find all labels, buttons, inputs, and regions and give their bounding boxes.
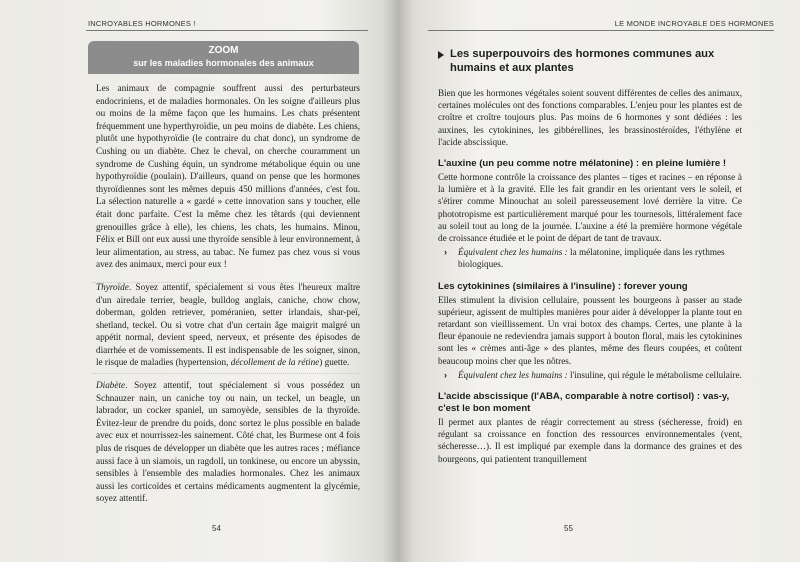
left-page-number: 54 [212, 524, 221, 533]
right-header-rule [428, 30, 774, 31]
separator-dotted-line [92, 373, 360, 374]
zoom-subtitle: sur les maladies hormonales des animaux [133, 58, 314, 68]
auxine-equivalent-item [438, 246, 742, 270]
zoom-title: ZOOM [208, 45, 239, 56]
auxine-equivalent-label: Équivalent chez les humains : [458, 247, 568, 258]
cytokinines-equivalent-label: Équivalent chez les humains : [458, 369, 568, 380]
thyroid-text-2: ) guette. [319, 357, 350, 368]
triangle-right-icon [438, 51, 444, 59]
aba-heading: L'acide abscissique (l'ABA, comparable à notre cortisol) : vas-y, c'est le bon moment [438, 391, 730, 415]
thyroid-paragraph [96, 281, 360, 369]
thyroid-italic: décollement de la rétine [230, 357, 320, 368]
aba-paragraph: Il permet aux plantes de réagir correctement au stress (sécheresse, froid) en régulant sa croissance en fonction des ressources environnementales (vent, sécheresse…). Il est impliqué par exemple dans la dormance des graines et des bourgeons, qui patientent tranquillement [438, 417, 742, 464]
right-page [398, 0, 800, 562]
section-title [438, 48, 742, 75]
zoom-body [96, 82, 360, 515]
chevron-right-icon: › [444, 247, 447, 258]
auxine-equivalent-text: la mélatonine, impliquée dans les rythmes biologiques. [458, 247, 725, 270]
left-page [0, 0, 398, 562]
diabetes-text: . Soyez attentif, tout spécialement si vous possédez un Schnauzer nain, un caniche toy ou nain, un teckel, un beagle, un labrador, un cocker spaniel, un samoyède, sensibles de la thyroïde. Évitez-leur de prendre du poids, donc sortez le plus possible en balade avec eux et nourrissez-les sainement. Côté chat, les Burmese ont 4 fois plus de risques de développer un diabète que les autres races ; méfiance aussi face à un siamois, un ragdoll, un tonkinese, ou encore un abyssin, sensibles à l'ensemble des maladies hormonales. Chez les animaux aussi les corticoïdes et certains médicaments augmentent la glycémie, soyez attentif. [96, 380, 360, 504]
right-running-head: LE MONDE INCROYABLE DES HORMONES [614, 19, 774, 28]
left-header-rule [86, 30, 368, 31]
zoom-header-box [88, 41, 359, 74]
diabetes-paragraph [96, 379, 360, 505]
thyroid-label: Thyroïde [96, 281, 129, 292]
diabetes-label: Diabète [96, 380, 126, 391]
cytokinines-equivalent-item [438, 369, 742, 381]
cytokinines-heading: Les cytokinines (similaires à l'insuline) : forever young [438, 280, 688, 292]
cytokinines-paragraph: Elles stimulent la division cellulaire, poussent les bourgeons à passer au stade supérieur, agissent de multiples manières pour aider à développer la plante tout en retardant son vieillissement. Un vrai botox des champs. Certes, une plante à la fleur épanouie ne redeviendra jamais support à bouton floral, mais les cytokinines sont les « crèmes anti-âge » des plantes, même des fleurs coupées, et coûtent beaucoup moins cher que les nôtres. [438, 294, 742, 366]
cytokinines-equivalent-text: l'insuline, qui régule le métabolisme cellulaire. [567, 369, 742, 380]
section-title-text: Les superpouvoirs des hormones communes aux humains et aux plantes [450, 48, 715, 74]
auxine-heading: L'auxine (un peu comme notre mélatonine) : en pleine lumière ! [438, 158, 727, 170]
chevron-right-icon: › [444, 369, 447, 380]
right-content [438, 48, 742, 465]
zoom-intro-paragraph: Les animaux de compagnie souffrent aussi des perturbateurs endocriniens, et de maladies hormonales. On les soigne d'ailleurs plus ou moins de la même façon que les humains. Les chats présentent fréquemment une hyperthyroïdie, un peu moins de diabète. Les chiens, plutôt une hypothyroïdie (le contraire du chat donc), un syndrome de Cushing ou un diabète. Chez le cheval, on cherche couramment un syndrome de Cushing équin, un syndrome métabolique équin ou une hypothyroïdie (poulain). D'ailleurs, quand on pense que les hormones thyroïdiennes sont les mêmes depuis 450 millions d'années, c'est fou. La sélection naturelle a « gardé » cette innovation sans y toucher, elle était donc parfaite. C'est la même chez les têtards (qui deviennent grenouilles grâce à elle), les chiens, les chats, les humains. Minou, Félix et Bill ont eux aussi une thyroïde sensible à leur environnement, à leur alimentation, au stress, au tabac. Ne fumez pas chez vous si vous avez des animaux, merci pour eux ! [96, 83, 360, 270]
separator-dotted-line [92, 282, 360, 283]
right-page-number: 55 [564, 524, 573, 533]
left-running-head: INCROYABLES HORMONES ! [88, 19, 196, 28]
auxine-paragraph: Cette hormone contrôle la croissance des plantes – tiges et racines – en réponse à la lumière et à la gravité. Elle les fait grandir en les orientant vers le soleil, et s'étirer comme Minouchat au soleil paresseusement lové derrière la vitre. Ce phototropisme est particulièrement marqué pour les tournesols, littéralement face au soleil tout au long de la journée. L'auxine a été la première hormone végétale de croissance étudiée et le point de départ de tant de travaux. [438, 172, 742, 244]
thyroid-text-1: . Soyez attentif, spécialement si vous êtes l'heureux maître d'un airedale terrier, beagle, bulldog anglais, caniche, chow chow, doberman, golden retriever, poméranien, setter irlandais, shar-peï, shetland, teckel. Ou si votre chat d'un certain âge maigrit malgré un appétit normal, devient speed, nerveux, et présente des épisodes de diarrhée et de vomissements. Il est indispensable de les soigner, sinon, le risque de maladies (hypertension, [96, 281, 360, 368]
intro-paragraph: Bien que les hormones végétales soient souvent différentes de celles des animaux, certaines molécules ont des fonctions comparables. L'enjeu pour les plantes est de croître et croître toujours plus. Pas moins de 6 hormones y sont dédiées : les auxines, les cytokinines, les gibbérellines, les brassinostéroïdes, l'éthylène et l'acide abscissique. [438, 88, 742, 147]
